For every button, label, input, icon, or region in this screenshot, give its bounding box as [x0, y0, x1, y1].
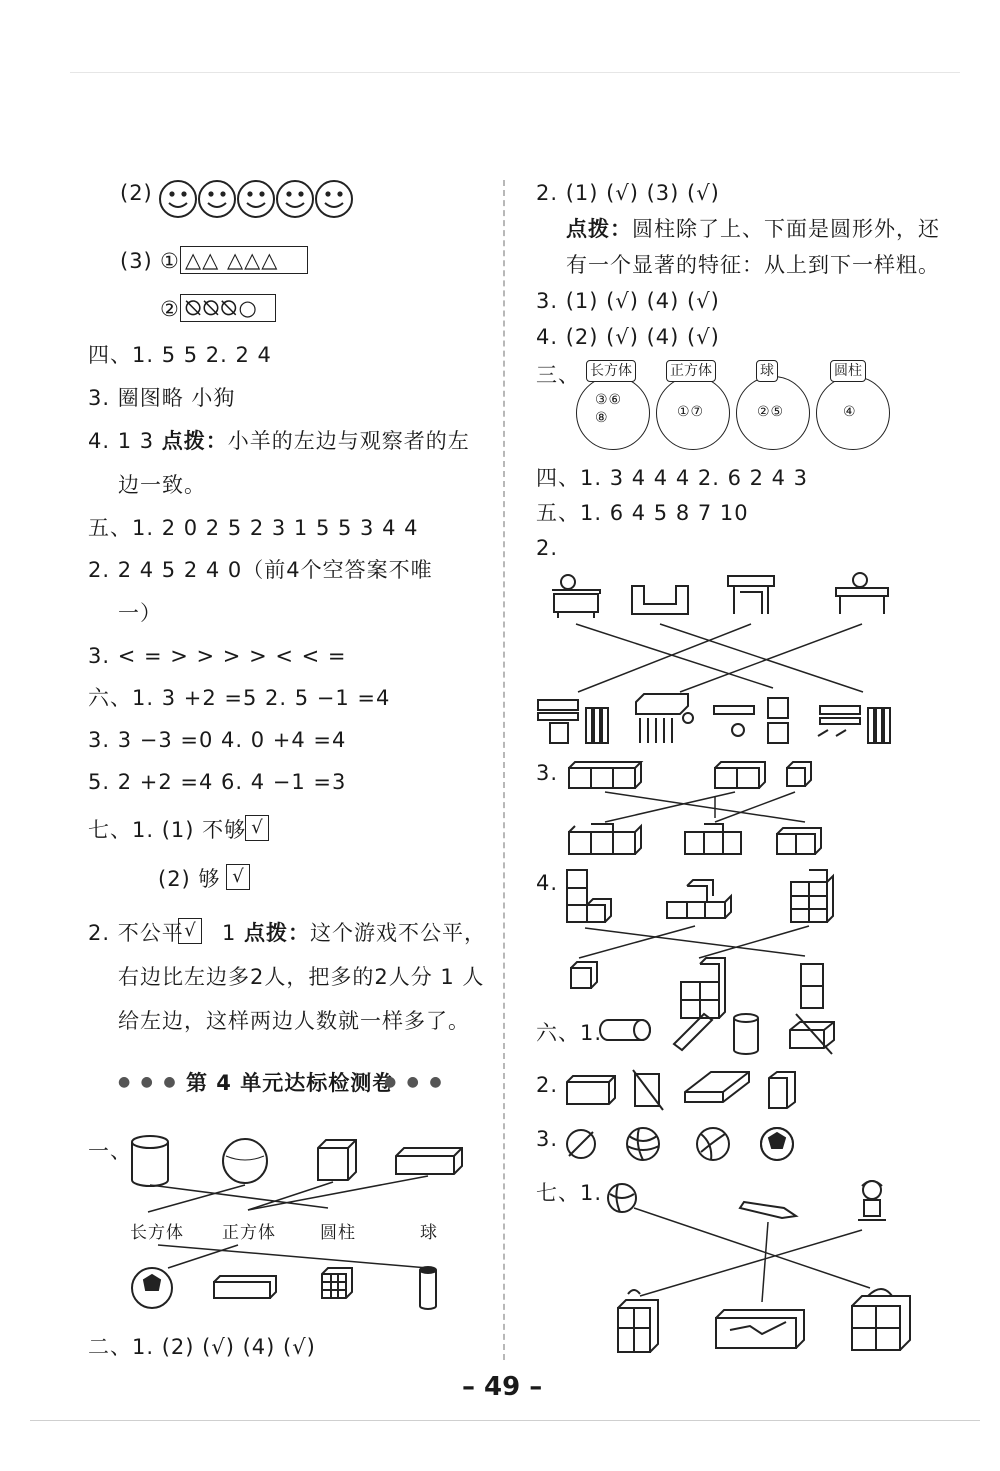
check-box: √	[178, 918, 202, 944]
balls-row-icon	[565, 1124, 805, 1168]
q1-label: 一、	[88, 1139, 132, 1163]
sort-ring	[736, 376, 810, 450]
ring-items: ②⑤	[757, 404, 785, 420]
part-3-label: (3)	[120, 249, 153, 273]
section-7-q2-tip: 1 点拨：这个游戏不公平，	[222, 921, 487, 945]
section-6-q1: 六、1.	[536, 1021, 603, 1045]
group-label: 圆柱	[830, 360, 866, 382]
tip-line: 点拨：圆柱除了上、下面是圆形外，还	[566, 217, 940, 241]
section-7-q1-part2: (2) 够	[158, 867, 221, 891]
section-7-q2-line2: 右边比左边多2人，把多的2人分 1 人	[118, 965, 485, 989]
section-6-q3: 3. 3 −3 =0 4. 0 +4 =4	[88, 728, 347, 752]
sort-ring	[816, 376, 890, 450]
shape-label: 圆柱	[320, 1223, 356, 1243]
section-5-q2-cont: 一）	[118, 601, 162, 625]
furniture-matching-diagram	[548, 568, 908, 748]
objects-row-icon	[128, 1240, 448, 1315]
section-7-q2: 2. 不公平	[88, 921, 184, 945]
ring-items: ③⑥ ⑧	[595, 392, 623, 426]
q4-line: 4. (2) (√) (4) (√)	[536, 325, 720, 349]
top-rule	[70, 72, 960, 73]
tip-line-2: 有一个显著的特征：从上到下一样粗。	[566, 253, 940, 277]
triangle-group-box	[180, 246, 308, 274]
section-4-line: 四、1. 3 4 4 4 2. 6 2 4 3	[536, 466, 809, 490]
section-5-q1: 五、1. 2 0 2 5 2 3 1 5 5 3 4 4	[88, 516, 419, 540]
check-box: √	[226, 864, 250, 890]
ring-items: ①⑦	[677, 404, 705, 420]
answer-2-marker: ②	[160, 297, 180, 321]
answer-1-marker: ①	[160, 249, 180, 273]
section-4-q4-cont: 边一致。	[118, 473, 206, 497]
section-6-q1: 六、1. 3 +2 =5 2. 5 −1 =4	[88, 686, 391, 710]
section-3-label: 三、	[536, 363, 580, 387]
sort-ring	[576, 376, 650, 450]
group-label: 球	[756, 360, 778, 382]
sort-ring	[656, 376, 730, 450]
q2-answers: 二、1. (2) (√) (4) (√)	[88, 1335, 316, 1359]
tip-label: 点拨：	[566, 217, 632, 241]
shapes-row-2-icon	[565, 1068, 815, 1113]
stacked-blocks-diagram	[565, 868, 845, 1028]
section-7-q2-line3: 给左边，这样两边人数就一样多了。	[118, 1009, 470, 1033]
section-4-q4: 4. 1 3 点拨：小羊的左边与观察者的左	[88, 429, 470, 453]
group-label: 长方体	[586, 360, 636, 382]
section-4-q3: 3. 圈图略 小狗	[88, 386, 236, 410]
circle-group-box	[180, 294, 276, 322]
q2-line: 2. (1) (√) (3) (√)	[536, 181, 720, 205]
unit-title: 第 4 单元达标检测卷	[186, 1071, 395, 1095]
section-6-q3: 3.	[536, 1127, 559, 1151]
section-5-q3: 3.	[536, 761, 559, 785]
part-2-label: (2)	[120, 181, 153, 205]
ring-items: ④	[843, 404, 857, 420]
shape-label: 正方体	[222, 1223, 276, 1243]
cube-matching-diagram	[565, 758, 835, 858]
section-5-q4: 4.	[536, 871, 559, 895]
section-5-q3: 3. < = > > > > < < =	[88, 644, 347, 668]
shapes-row-1-icon	[600, 1010, 850, 1060]
group-label: 正方体	[666, 360, 716, 382]
section-5-q2: 2. 2 4 5 2 4 0（前4个空答案不唯	[88, 558, 433, 582]
section-5-q2: 2.	[536, 536, 559, 560]
shape-label: 球	[420, 1223, 438, 1243]
check-box: √	[245, 815, 269, 841]
tip-label: 点拨：	[244, 921, 311, 945]
section-4-q1: 四、1. 5 5 2. 2 4	[88, 343, 272, 367]
smiley-faces-icon	[158, 178, 358, 220]
tip-label: 点拨：	[161, 429, 228, 453]
section-6-q5: 5. 2 +2 =4 6. 4 −1 =3	[88, 770, 347, 794]
column-divider	[503, 180, 505, 1360]
q3-line: 3. (1) (√) (4) (√)	[536, 289, 720, 313]
section-7-q1: 七、1.	[536, 1181, 603, 1205]
object-matching-diagram	[600, 1178, 920, 1358]
page-number: – 49 –	[462, 1372, 543, 1402]
bottom-rule	[30, 1420, 980, 1421]
section-5-line: 五、1. 6 4 5 8 7 10	[536, 501, 749, 525]
triangle-icons: △△ △△△	[185, 248, 279, 272]
section-7-q1: 七、1. (1) 不够	[88, 818, 247, 842]
section-6-q2: 2.	[536, 1073, 559, 1097]
title-dots-left: ● ● ●	[118, 1074, 179, 1090]
title-dots-right: ● ● ●	[384, 1074, 445, 1090]
circle-icons: ⦰⦰⦰○	[185, 296, 258, 320]
shape-label: 长方体	[130, 1223, 184, 1243]
